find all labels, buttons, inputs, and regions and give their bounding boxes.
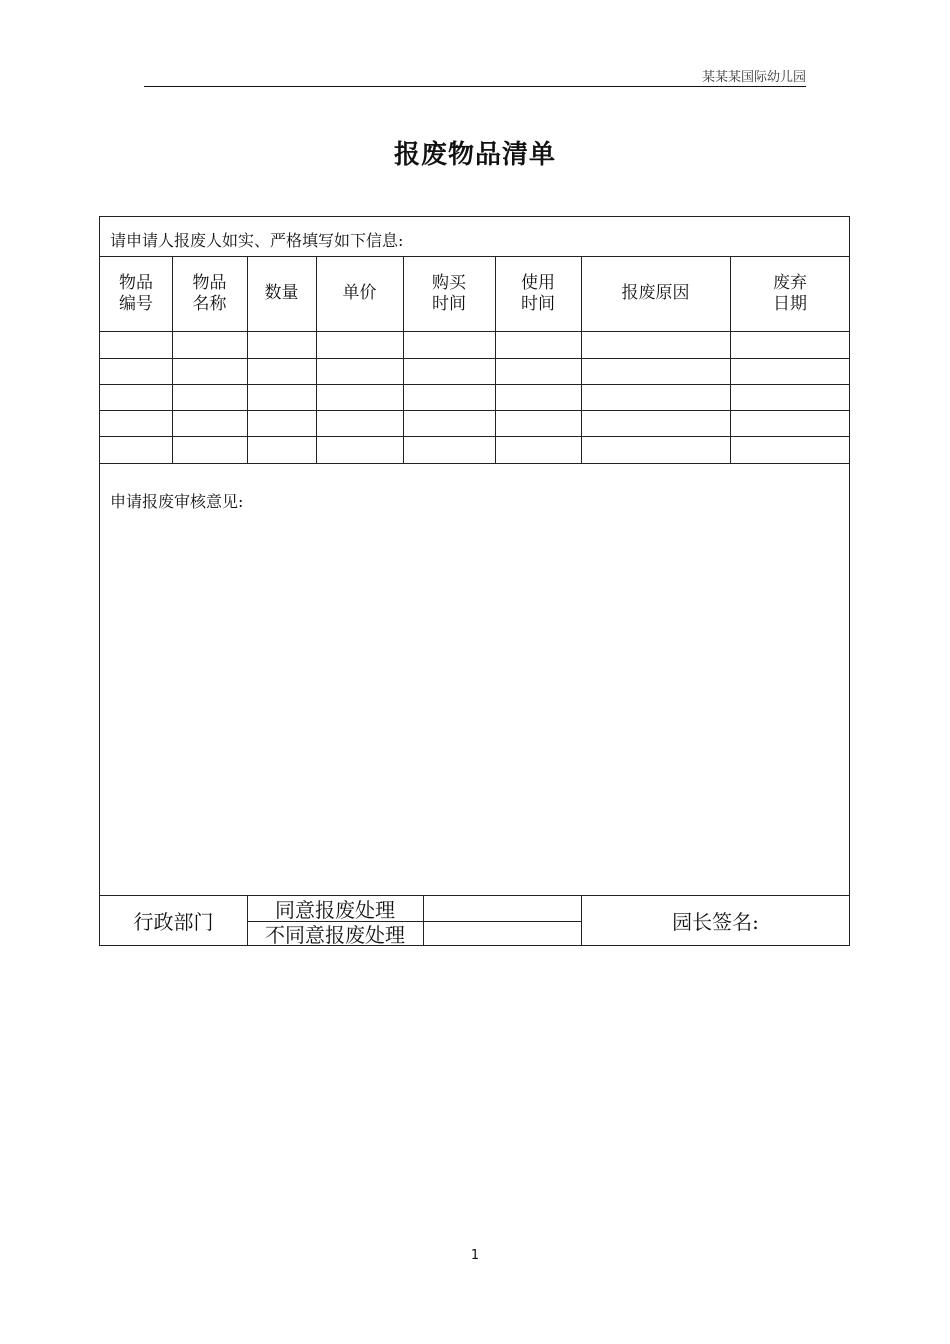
row-divider — [100, 358, 850, 359]
col-header-unit-price: 单价 — [342, 283, 377, 303]
col-header-scrap-reason: 报废原因 — [621, 283, 690, 303]
principal-signature-label: 园长签名: — [672, 910, 759, 934]
form-instruction: 请申请人报废人如实、严格填写如下信息: — [110, 231, 404, 250]
col-header-item-name: 物品 名称 — [192, 272, 227, 314]
col-header-quantity: 数量 — [264, 283, 299, 303]
row-divider — [100, 384, 850, 385]
row-divider — [100, 436, 850, 437]
header-org-name: 某某某国际幼儿园 — [701, 70, 806, 85]
row-divider — [100, 331, 850, 332]
col-header-purchase-time: 购买 时间 — [432, 272, 466, 314]
disagree-scrap-label: 不同意报废处理 — [265, 923, 405, 947]
scrap-form-table — [99, 216, 850, 946]
bottom-divider — [423, 895, 424, 946]
review-opinion-label: 申请报废审核意见: — [110, 492, 244, 511]
col-header-discard-date: 废弃 日期 — [773, 272, 807, 314]
page-title: 报废物品清单 — [393, 140, 556, 170]
row-divider — [100, 410, 850, 411]
header-rule — [144, 86, 806, 87]
row-divider — [100, 463, 850, 464]
page-number: 1 — [470, 1248, 480, 1263]
admin-dept-label: 行政部门 — [133, 910, 214, 934]
col-header-item-no: 物品 编号 — [119, 272, 153, 314]
agree-scrap-label: 同意报废处理 — [275, 897, 395, 922]
col-header-usage-time: 使用 时间 — [521, 272, 555, 314]
